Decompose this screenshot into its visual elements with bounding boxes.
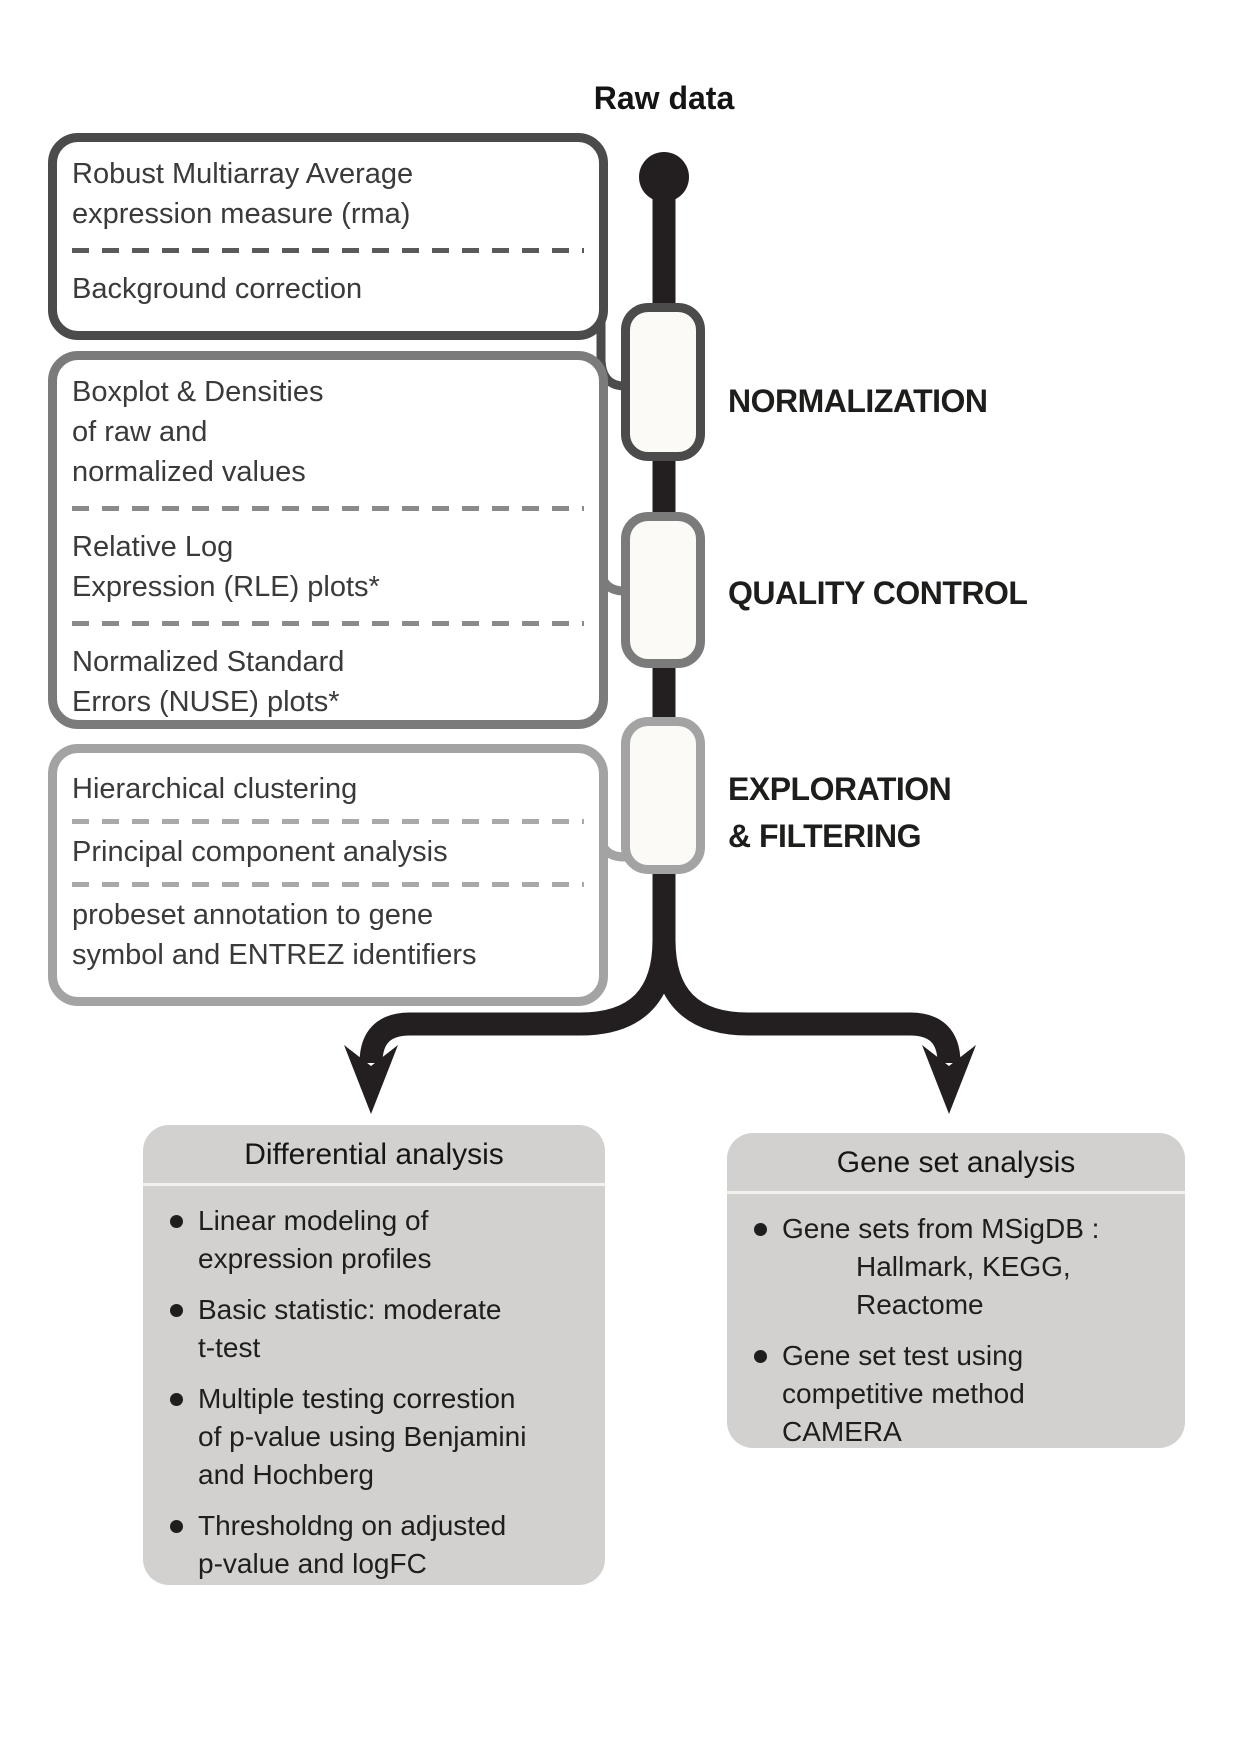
bullet-dot-icon [170,1215,183,1228]
bullet-line: Thresholdng on adjusted [198,1510,507,1541]
box-section [70,636,586,726]
section-line: Boxplot & Densities [72,376,324,408]
section-divider [72,819,584,824]
stage-node-normalization [621,303,705,461]
pipeline-box-normalization [48,133,608,340]
bullet-line: Hallmark, KEGG, [856,1251,1071,1282]
bullet-line: Linear modeling of [198,1205,429,1236]
box-section [70,759,586,813]
bullet-line: Reactome [856,1289,984,1320]
stage-label-normalization: NORMALIZATION [728,383,988,419]
analysis-box-title: Gene set analysis [836,1146,1076,1179]
section-line: probeset annotation to gene [72,899,434,931]
box-section [70,148,586,238]
analysis-box-body [143,1186,605,1583]
analysis-box-differential [143,1125,605,1585]
section-line: symbol and ENTREZ identifiers [72,939,477,971]
section-line: Errors (NUSE) plots* [72,686,340,718]
bullet-line: and Hochberg [198,1459,374,1490]
bullet-line: of p-value using Benjamini [198,1421,527,1452]
section-line: Expression (RLE) plots* [72,571,380,603]
section-line: expression measure (rma) [72,198,411,230]
pipeline-box-exploration [48,744,608,1006]
stage-label-exploration-filtering [728,766,951,860]
section-line: Robust Multiarray Average [72,158,414,190]
section-line: of raw and [72,416,208,448]
raw-data-label: Raw data [593,80,735,116]
bullet-dot-icon [754,1350,767,1363]
pipeline-box-quality-control [48,351,608,729]
section-line: Background correction [72,273,363,305]
box-section [70,521,586,611]
bullet-line: Basic statistic: moderate [198,1294,502,1325]
box-section [70,893,586,979]
bullet-line: Gene sets from MSigDB : [782,1213,1100,1244]
bullet-item [754,1210,1169,1324]
bullet-item [754,1337,1169,1448]
bullet-item [170,1291,589,1367]
stage-label-line: & FILTERING [728,818,921,854]
analysis-box-title: Differential analysis [244,1138,504,1171]
bullet-dot-icon [170,1304,183,1317]
branch-arm-right [664,860,949,1063]
bullet-line: Multiple testing correstion [198,1383,516,1414]
box-section [70,263,586,313]
bullet-item [170,1507,589,1583]
bullet-dot-icon [754,1223,767,1236]
section-line: Principal component analysis [72,836,448,868]
stage-node-exploration-filtering [621,717,705,874]
section-line: Hierarchical clustering [72,773,358,805]
bullet-line: competitive method [782,1378,1025,1409]
section-divider [72,882,584,887]
bullet-line: t-test [198,1332,261,1363]
stage-label-line: EXPLORATION [728,771,952,807]
box-section [70,366,586,496]
box-section [70,830,586,876]
section-line: Normalized Standard [72,646,345,678]
bullet-line: expression profiles [198,1243,432,1274]
stage-node-quality-control [621,512,705,668]
analysis-box-gene-set [727,1133,1185,1448]
bullet-dot-icon [170,1520,183,1533]
bullet-dot-icon [170,1393,183,1406]
section-divider [72,506,584,511]
section-line: Relative Log [72,531,234,563]
stage-label-quality-control: QUALITY CONTROL [728,575,1028,611]
section-divider [72,248,584,253]
bullet-item [170,1380,589,1494]
section-line: normalized values [72,456,306,488]
bullet-line: p-value and logFC [198,1548,427,1579]
bullet-line: CAMERA [782,1416,902,1447]
bullet-line: Gene set test using [782,1340,1024,1371]
analysis-box-body [727,1194,1185,1448]
section-divider [72,621,584,626]
bullet-item [170,1202,589,1278]
